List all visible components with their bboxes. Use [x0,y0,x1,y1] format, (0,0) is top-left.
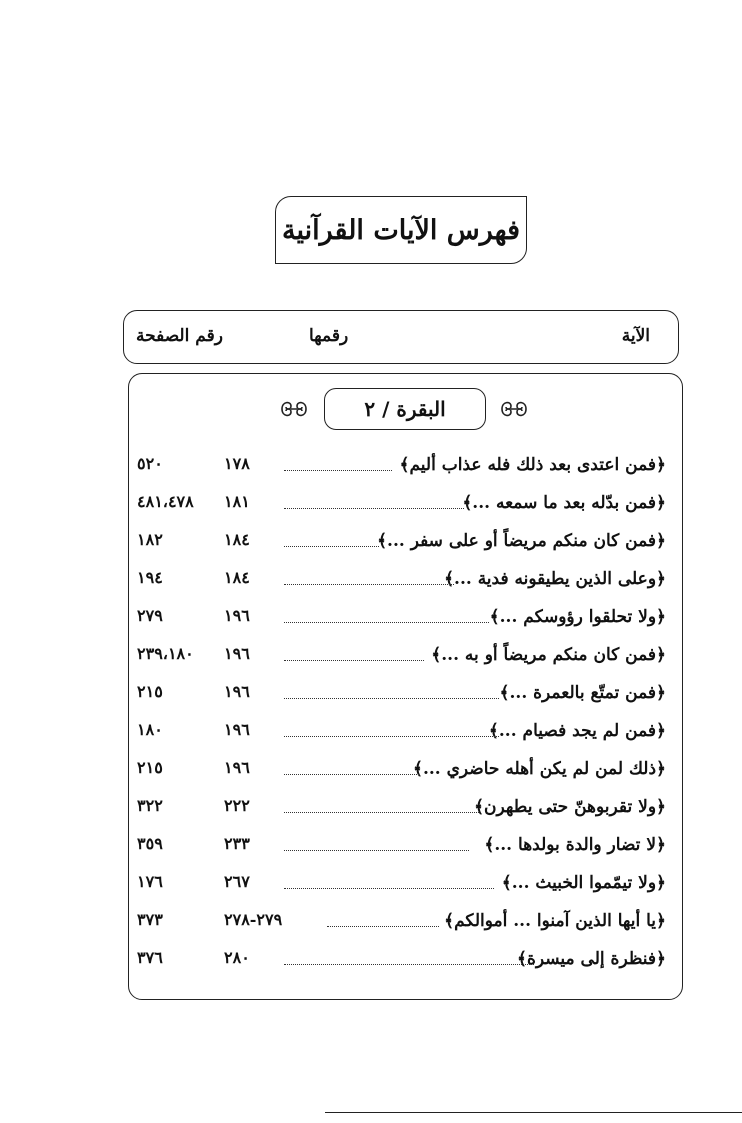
ayah-text: ﴿ولا تقربوهنّ حتى يطهرن﴾ [474,797,666,817]
ayah-number: ٢٨٠ [224,948,250,967]
list-item [129,565,682,595]
dot-leader [284,622,489,623]
page-number: ٣٧٦ [137,948,163,967]
dot-leader [284,470,392,471]
ayah-number: ١٩٦ [224,720,250,739]
list-item [129,603,682,633]
list-item [129,641,682,671]
page-number: ٢١٥ [137,682,163,701]
ayah-number: ٢٣٣ [224,834,250,853]
ayah-number: ١٩٦ [224,758,250,777]
verse-list [128,373,683,1000]
ayah-text: ﴿فمن كان منكم مريضاً أو على سفر ...﴾ [377,531,666,551]
ayah-number: ١٨٤ [224,568,250,587]
ayah-text: ﴿فمن كان منكم مريضاً أو به ...﴾ [431,645,666,665]
ayah-text: ﴿يا أيها الذين آمنوا ... أموالكم﴾ [444,911,666,931]
ayah-number: ١٩٦ [224,682,250,701]
list-item [129,717,682,747]
dot-leader [284,546,379,547]
ayah-column-label: الآية [621,326,650,346]
ayah-text: ﴿فمن اعتدى بعد ذلك فله عذاب أليم﴾ [399,455,666,475]
ayah-number: ١٧٨ [224,454,250,473]
dot-leader [284,888,494,889]
dot-leader [284,698,499,699]
ayah-text: ﴿ولا تحلقوا رؤوسكم ...﴾ [489,607,666,627]
page-number: ٥٢٠ [137,454,163,473]
list-item [129,831,682,861]
ornament-left-icon [279,397,309,421]
ayah-number: ١٨١ [224,492,250,511]
page-number: ٢٣٩،١٨٠ [137,644,194,663]
ayah-number: ١٩٦ [224,644,250,663]
dot-leader [284,964,534,965]
list-item [129,489,682,519]
list-item [129,907,682,937]
dot-leader [284,584,454,585]
ayah-number: ٢٧٩-٢٧٨ [224,910,283,929]
ayah-number: ١٩٦ [224,606,250,625]
ayah-text: ﴿فمن تمتّع بالعمرة ...﴾ [499,683,666,703]
ayah-text: ﴿فمن بدّله بعد ما سمعه ...﴾ [462,493,666,513]
ayah-number: ٢٢٢ [224,796,250,815]
ayah-number: ١٨٤ [224,530,250,549]
list-item [129,527,682,557]
page-number: ١٨٠ [137,720,163,739]
dot-leader [284,774,419,775]
page-number: ٣٥٩ [137,834,163,853]
dot-leader [284,850,469,851]
page-number: ١٨٢ [137,530,163,549]
dot-leader [284,508,464,509]
page-number: ١٧٦ [137,872,163,891]
ayah-text: ﴿فنظرة إلى ميسرة﴾ [516,949,666,969]
page-number: ١٩٤ [137,568,163,587]
ornament-right-icon [499,397,529,421]
ayah-text: ﴿وعلى الذين يطيقونه فدية ...﴾ [444,569,666,589]
page-number: ٢٧٩ [137,606,163,625]
ayah-text: ﴿لا تضار والدة بولدها ...﴾ [484,835,666,855]
surah-heading [279,388,529,432]
page-number: ٣٧٣ [137,910,163,929]
ayah-text: ﴿ذلك لمن لم يكن أهله حاضري ...﴾ [412,759,666,779]
column-header [123,310,679,364]
list-item [129,945,682,975]
page-number: ٤٨١،٤٧٨ [137,492,194,511]
ayah-text: ﴿فمن لم يجد فصيام ...﴾ [488,721,666,741]
index-title: فهرس الآيات القرآنية [275,196,527,264]
dot-leader [284,812,479,813]
list-item [129,755,682,785]
number-column-label: رقمها [309,326,349,346]
dot-leader [284,660,424,661]
list-item [129,451,682,481]
page-column-label: رقم الصفحة [136,326,223,346]
dot-leader [327,926,439,927]
page-number: ٣٢٢ [137,796,163,815]
surah-title: البقرة / ٢ [324,388,486,430]
list-item [129,679,682,709]
ayah-text: ﴿ولا تيمّموا الخبيث ...﴾ [501,873,666,893]
ayah-number: ٢٦٧ [224,872,250,891]
list-item [129,793,682,823]
page-rule [325,1112,742,1113]
list-item [129,869,682,899]
page-number: ٢١٥ [137,758,163,777]
dot-leader [284,736,499,737]
